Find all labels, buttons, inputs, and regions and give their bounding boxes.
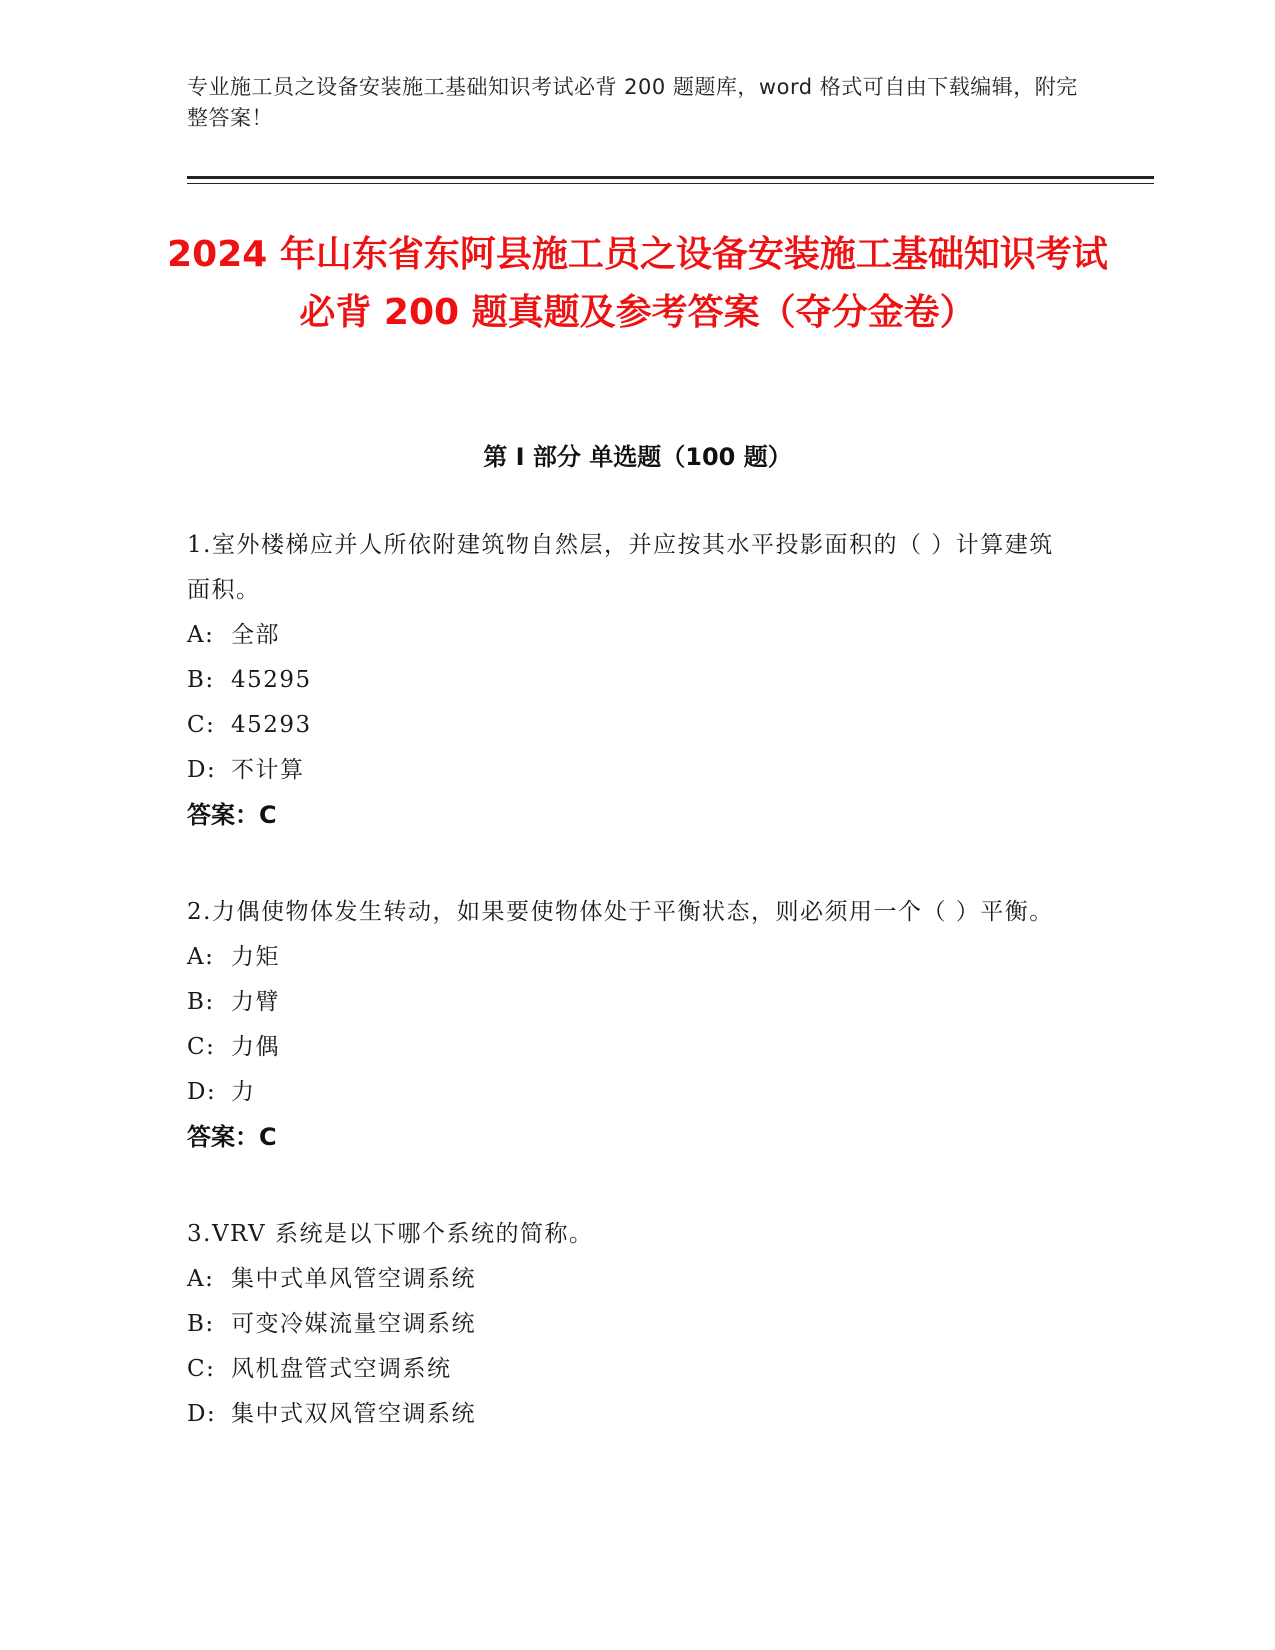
question-text: 1.室外楼梯应并人所依附建筑物自然层，并应按其水平投影面积的（ ）计算建筑面积。 (187, 532, 1054, 603)
option-text: 力臂 (231, 989, 280, 1015)
option-a (187, 1257, 1067, 1302)
option-text: 力矩 (231, 944, 280, 970)
option-letter: B: (187, 667, 215, 693)
option-b (187, 1302, 1067, 1347)
option-letter: C: (187, 712, 216, 738)
option-text: 集中式双风管空调系统 (231, 1401, 476, 1427)
option-d (187, 748, 1067, 793)
answer-line: 答案：C (187, 1123, 277, 1151)
question-text: 2.力偶使物体发生转动，如果要使物体处于平衡状态，则必须用一个（ ）平衡。 (187, 899, 1054, 925)
option-b (187, 980, 1067, 1025)
section-heading: 第 I 部分 单选题（100 题） (483, 443, 792, 471)
option-letter: C: (187, 1356, 216, 1382)
option-text: 风机盘管式空调系统 (231, 1356, 452, 1382)
option-letter: B: (187, 1311, 215, 1337)
option-text: 力偶 (231, 1034, 280, 1060)
header-divider-thin (187, 183, 1154, 184)
option-letter: D: (187, 1079, 217, 1105)
option-letter: D: (187, 1401, 217, 1427)
option-text: 全部 (231, 622, 280, 648)
header-divider-thick (187, 176, 1154, 179)
option-letter: A: (187, 944, 215, 970)
option-c (187, 703, 1067, 748)
question-text: 3.VRV 系统是以下哪个系统的简称。 (187, 1221, 594, 1247)
option-text: 45295 (231, 667, 312, 693)
option-text: 45293 (231, 712, 312, 738)
question-2 (187, 890, 1067, 1160)
option-text: 力 (231, 1079, 256, 1105)
option-text: 可变冷媒流量空调系统 (231, 1311, 476, 1337)
header-note: 专业施工员之设备安装施工基础知识考试必背 200 题题库，word 格式可自由下载编辑，附完整答案！ (187, 75, 1078, 130)
option-text: 不计算 (231, 757, 305, 783)
option-c (187, 1025, 1067, 1070)
option-letter: D: (187, 757, 217, 783)
option-letter: A: (187, 622, 215, 648)
document-title: 2024 年山东省东阿县施工员之设备安装施工基础知识考试必背 200 题真题及参考答案（夺分金卷） (167, 234, 1108, 333)
option-d (187, 1392, 1067, 1437)
option-a (187, 613, 1067, 658)
option-letter: C: (187, 1034, 216, 1060)
option-d (187, 1070, 1067, 1115)
option-b (187, 658, 1067, 703)
option-a (187, 935, 1067, 980)
answer-line: 答案：C (187, 801, 277, 829)
question-3 (187, 1212, 1067, 1437)
option-c (187, 1347, 1067, 1392)
option-letter: A: (187, 1266, 215, 1292)
question-list (187, 523, 1067, 1489)
question-1 (187, 523, 1067, 838)
option-text: 集中式单风管空调系统 (231, 1266, 476, 1292)
option-letter: B: (187, 989, 215, 1015)
